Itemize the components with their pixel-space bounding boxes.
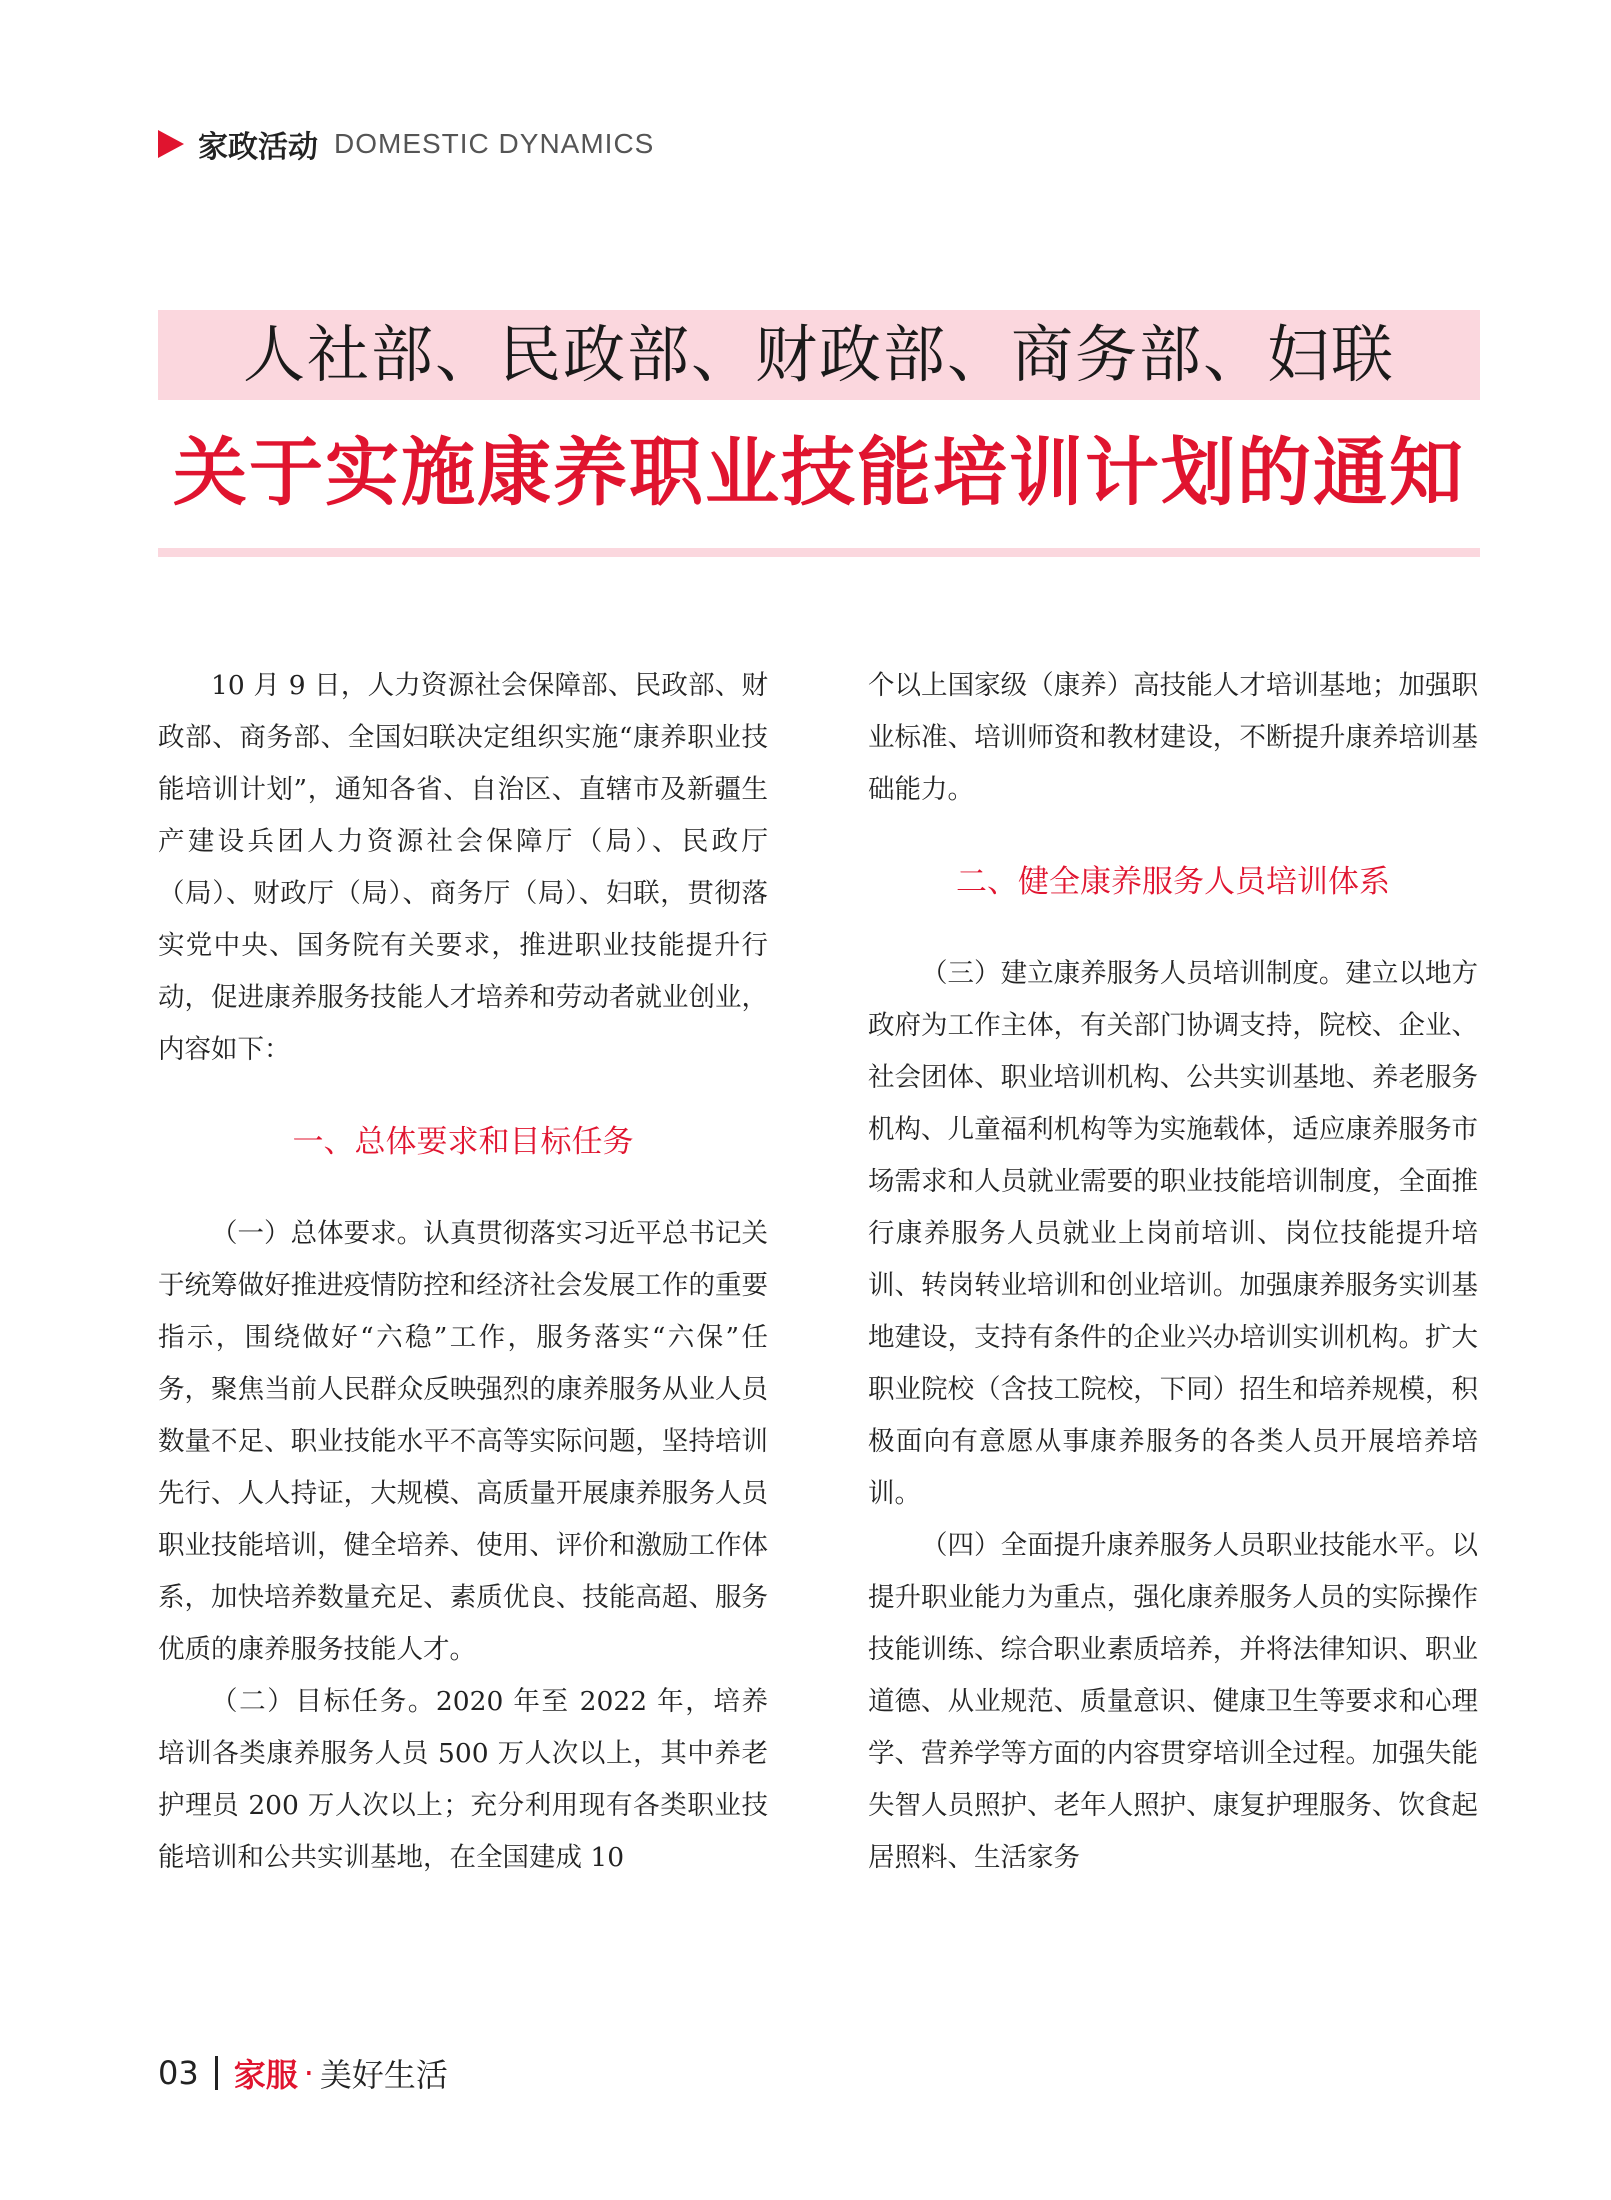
footer-brand: 家服 <box>233 2056 298 2094</box>
footer-slogan: 美好生活 <box>319 2056 448 2094</box>
triangle-marker-icon <box>158 130 184 158</box>
page-footer <box>158 2050 448 2096</box>
intro-paragraph: 10 月 9 日，人力资源社会保障部、民政部、财政部、商务部、全国妇联决定组织实施“康养职业技能培训计划”，通知各省、自治区、直辖市及新疆生产建设兵团人力资源社会保障厅（局）、民政厅（局）、财政厅（局）、商务厅（局）、妇联，贯彻落实党中央、国务院有关要求，推进职业技能提升行动，促进康养服务技能人才培养和劳动者就业创业，内容如下： <box>158 670 768 1065</box>
footer-dot: · <box>303 2054 314 2092</box>
right-column <box>868 660 1478 1884</box>
page-number: 03 <box>158 2054 199 2092</box>
article-title-line1: 人社部、民政部、财政部、商务部、妇联 <box>242 318 1395 391</box>
footer-divider <box>215 2056 218 2090</box>
paragraph-skill-improvement: （四）全面提升康养服务人员职业技能水平。以提升职业能力为重点，强化康养服务人员的实际操作技能训练、综合职业素质培养，并将法律知识、职业道德、从业规范、质量意识、健康卫生等要求和心理学、营养学等方面的内容贯穿培训全过程。加强失能失智人员照护、老年人照护、康复护理服务、饮食起居照料、生活家务 <box>868 1530 1478 1873</box>
section-title-en: DOMESTIC DYNAMICS <box>334 128 655 159</box>
section-heading-1: 一、总体要求和目标任务 <box>292 1124 634 1160</box>
section-header <box>158 124 654 164</box>
title-divider <box>158 548 1480 557</box>
paragraph-training-system: （三）建立康养服务人员培训制度。建立以地方政府为工作主体，有关部门协调支持，院校、企业、社会团体、职业培训机构、公共实训基地、养老服务机构、儿童福利机构等为实施载体，适应康养服务市场需求和人员就业需要的职业技能培训制度，全面推行康养服务人员就业上岗前培训、岗位技能提升培训、转岗转业培训和创业培训。加强康养服务实训基地建设，支持有条件的企业兴办培训实训机构。扩大职业院校（含技工院校，下同）招生和培养规模，积极面向有意愿从事康养服务的各类人员开展培养培训。 <box>868 958 1478 1509</box>
paragraph-target-tasks-continued: 个以上国家级（康养）高技能人才培训基地；加强职业标准、培训师资和教材建设，不断提升康养培训基础能力。 <box>868 670 1478 805</box>
left-column <box>158 660 768 1884</box>
paragraph-target-tasks: （二）目标任务。2020 年至 2022 年，培养培训各类康养服务人员 500 万人次以上，其中养老护理员 200 万人次以上；充分利用现有各类职业技能培训和公共实训基地，在全国建成 10 <box>158 1686 768 1873</box>
article-title-line2: 关于实施康养职业技能培训计划的通知 <box>173 430 1465 516</box>
section-title-cn: 家政活动 <box>198 130 318 165</box>
paragraph-general-requirements: （一）总体要求。认真贯彻落实习近平总书记关于统筹做好推进疫情防控和经济社会发展工作的重要指示，围绕做好“六稳”工作，服务落实“六保”任务，聚焦当前人民群众反映强烈的康养服务从业人员数量不足、职业技能水平不高等实际问题，坚持培训先行、人人持证，大规模、高质量开展康养服务人员职业技能培训，健全培养、使用、评价和激励工作体系，加快培养数量充足、素质优良、技能高超、服务优质的康养服务技能人才。 <box>158 1218 768 1665</box>
section-heading-2: 二、健全康养服务人员培训体系 <box>956 864 1390 900</box>
